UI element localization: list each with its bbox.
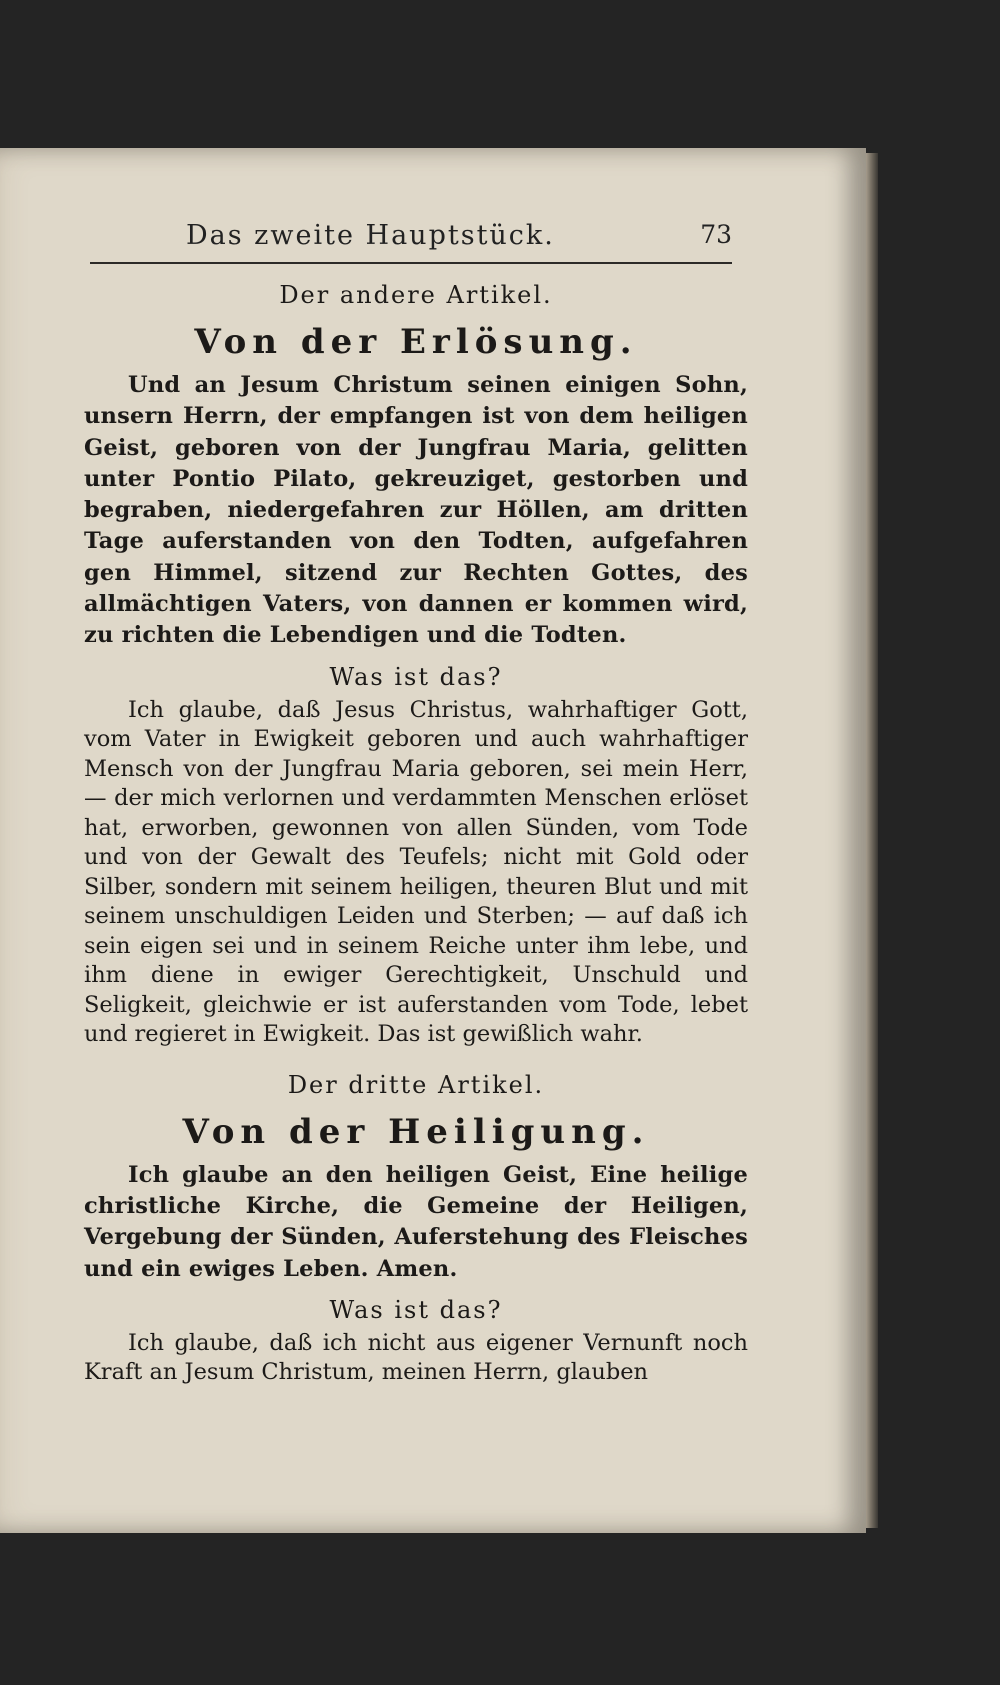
page-edge <box>866 153 878 1528</box>
page-number: 73 <box>700 220 732 249</box>
article-heading: Von der Erlösung. <box>194 322 638 362</box>
article-label: Der andere Artikel. <box>279 281 553 309</box>
question: Was ist das? <box>329 662 503 691</box>
answer-text: Ich glaube, daß Jesus Christus, wahrhaftiger Gott, vom Vater in Ewigkeit geboren und auch wahrhaftiger Mensch von der Jungfrau Maria geboren, sei mein Herr, — der mich verlornen und verdammten Menschen erlöset hat, erworben, gewonnen von allen Sünden, vom Tode und von der Gewalt des Teufels; nicht mit Gold oder Silber, sondern mit seinem heiligen, theuren Blut und mit seinem unschuldigen Leiden und Sterben; — auf daß ich sein eigen sei und in seinem Reiche unter ihm lebe, und ihm diene in ewiger Gerechtigkeit, Unschuld und Seligkeit, gleichwie er ist auferstanden vom Tode, lebet und regieret in Ewigkeit. Das ist gewißlich wahr. <box>84 696 748 1048</box>
answer-text: Ich glaube, daß ich nicht aus eigener Vernunft noch Kraft an Jesum Christum, meinen Herrn, glauben <box>84 1329 748 1386</box>
article-heading: Von der Heiligung. <box>182 1111 650 1152</box>
article-second <box>84 276 748 1050</box>
running-head <box>90 218 732 264</box>
page-body <box>84 276 748 1388</box>
article-third <box>84 1066 748 1388</box>
running-head-title: Das zweite Hauptstück. <box>186 220 555 251</box>
book-page <box>0 148 866 1533</box>
creed-text: Ich glaube an den heiligen Geist, Eine heilige christliche Kirche, die Gemeine der Heiligen, Vergebung der Sünden, Auferstehung des Fleisches und ein ewiges Leben. Amen. <box>84 1161 748 1282</box>
article-label: Der dritte Artikel. <box>287 1070 545 1099</box>
question: Was ist das? <box>329 1295 503 1324</box>
creed-text: Und an Jesum Christum seinen einigen Sohn, unsern Herrn, der empfangen ist von dem heiligen Geist, geboren von der Jungfrau Maria, gelitten unter Pontio Pilato, gekreuziget, gestorben und begraben, niedergefahren zur Höllen, am dritten Tage auferstanden von den Todten, aufgefahren gen Himmel, sitzend zur Rechten Gottes, des allmächtigen Vaters, von dannen er kommen wird, zu richten die Lebendigen und die Todten. <box>84 372 748 649</box>
